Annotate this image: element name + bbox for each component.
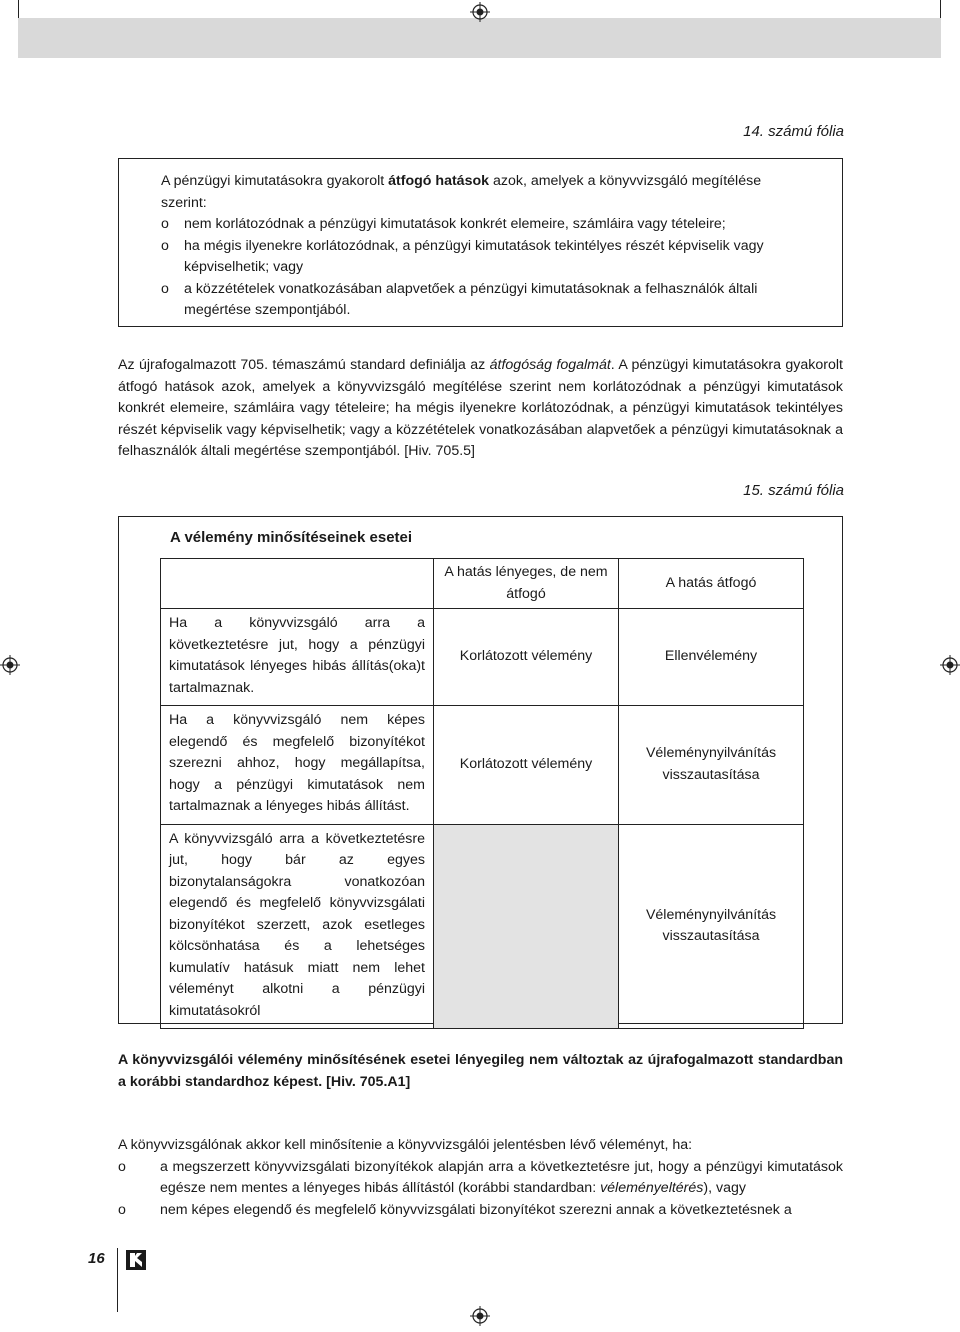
registration-mark-icon xyxy=(0,655,20,675)
registration-mark-icon xyxy=(470,1306,490,1326)
table-cell: Korlátozott vélemény xyxy=(434,706,619,825)
table-corner xyxy=(161,559,434,609)
column-header: A hatás lényeges, de nem átfogó xyxy=(434,559,619,609)
paragraph-intro: A könyvvizsgálónak akkor kell minősítenie a könyvvizsgálói jelentésben lévő véleményt, ha: xyxy=(118,1137,693,1153)
row-header: A könyvvizsgáló arra a következtetésre jut, hogy bár az egyes bizonytalanságokra vonatkozóan elegendő és megfelelő könyvvizsgálati bizonyítékot szerzett, azok esetleges kölcsönhatása és a lehetséges kumulatív hatásuk miatt nem lehet véleményt alkotni a pénzügyi kimutatásokról xyxy=(161,824,434,1029)
slide-number-14: 14. számú fólia xyxy=(743,123,844,140)
list-item: o a megszerzett könyvvizsgálati bizonyítékok alapján arra a következtetésre jut, hogy a pénzügyi kimutatások egésze nem mentes a lényeges hibás állítástól (korábbi standardban: véleményeltérés), vagy xyxy=(118,1158,843,1196)
publisher-logo-icon xyxy=(126,1250,146,1270)
footer-rule xyxy=(117,1248,118,1312)
top-color-bar xyxy=(18,18,941,58)
table-cell: Ellenvélemény xyxy=(619,609,804,706)
list-item: o a közzétételek vonatkozásában alapvetőek a pénzügyi kimutatásoknak a felhasználók általi megértése szempontjából. xyxy=(161,280,758,318)
table-heading: A vélemény minősítéseinek esetei xyxy=(170,529,413,546)
opinion-table-box xyxy=(118,516,843,1024)
row-header: Ha a könyvvizsgáló arra a következtetésre jut, hogy a pénzügyi kimutatások lényeges hibás állítás(oka)t tartalmaznak. xyxy=(161,609,434,706)
table-cell: Korlátozott vélemény xyxy=(434,609,619,706)
body-paragraph-2 xyxy=(118,1135,843,1221)
slide-number-15: 15. számú fólia xyxy=(743,482,844,499)
bold-note: A könyvvizsgálói vélemény minősítésének esetei lényegileg nem változtak az újrafogalmazott standardban a korábbi standardhoz képest. [Hiv. 705.A1] xyxy=(118,1052,843,1090)
page-number: 16 xyxy=(88,1250,105,1267)
list-item: o nem képes elegendő és megfelelő könyvvizsgálati bizonyítékot szerezni annak a következtetésnek a xyxy=(118,1201,792,1218)
list-item: o ha mégis ilyenekre korlátozódnak, a pénzügyi kimutatások tekintélyes részét képviselik vagy képviselhetik; vagy xyxy=(161,237,764,275)
row-header: Ha a könyvvizsgáló nem képes elegendő és megfelelő bizonyítékot szerezni ahhoz, hogy megállapítsa, hogy a pénzügyi kimutatások nem tartalmaznak a lényeges hibás állítást. xyxy=(161,706,434,825)
body-paragraph: Az újrafogalmazott 705. témaszámú standard definiálja az átfogóság fogalmát. A pénzügyi kimutatásokra gyakorolt átfogó hatások azok, amelyek a könyvvizsgáló megítélése szerint nem korlátozódnak a pénzügyi kimutatások konkrét elemeire, számláira vagy tételeire; ha mégis ilyenekre korlátozódnak, a pénzügyi kimutatások tekintélyes részét képviselik vagy képviselhetik; vagy a közzétételek vonatkozásában alapvetőek a pénzügyi kimutatásoknak a felhasználók általi megértése szempontjából. [Hiv. 705.5] xyxy=(118,357,843,459)
table-cell: Véleménynyilvánítás visszautasítása xyxy=(619,824,804,1029)
crop-line-top-left xyxy=(18,0,19,18)
shaded-empty-cell xyxy=(434,824,619,1029)
table-cell: Véleménynyilvánítás visszautasítása xyxy=(619,706,804,825)
registration-mark-icon xyxy=(470,2,490,22)
column-header: A hatás átfogó xyxy=(619,559,804,609)
definition-intro: A pénzügyi kimutatásokra gyakorolt átfogó hatások azok, amelyek a könyvvizsgáló megítélése szerint: xyxy=(161,173,762,211)
list-item: o nem korlátozódnak a pénzügyi kimutatások konkrét elemeire, számláira vagy tételeire; xyxy=(161,216,726,232)
definition-box xyxy=(118,158,843,327)
opinion-table xyxy=(160,558,804,1029)
crop-line-top-right xyxy=(940,0,941,18)
registration-mark-icon xyxy=(940,655,960,675)
